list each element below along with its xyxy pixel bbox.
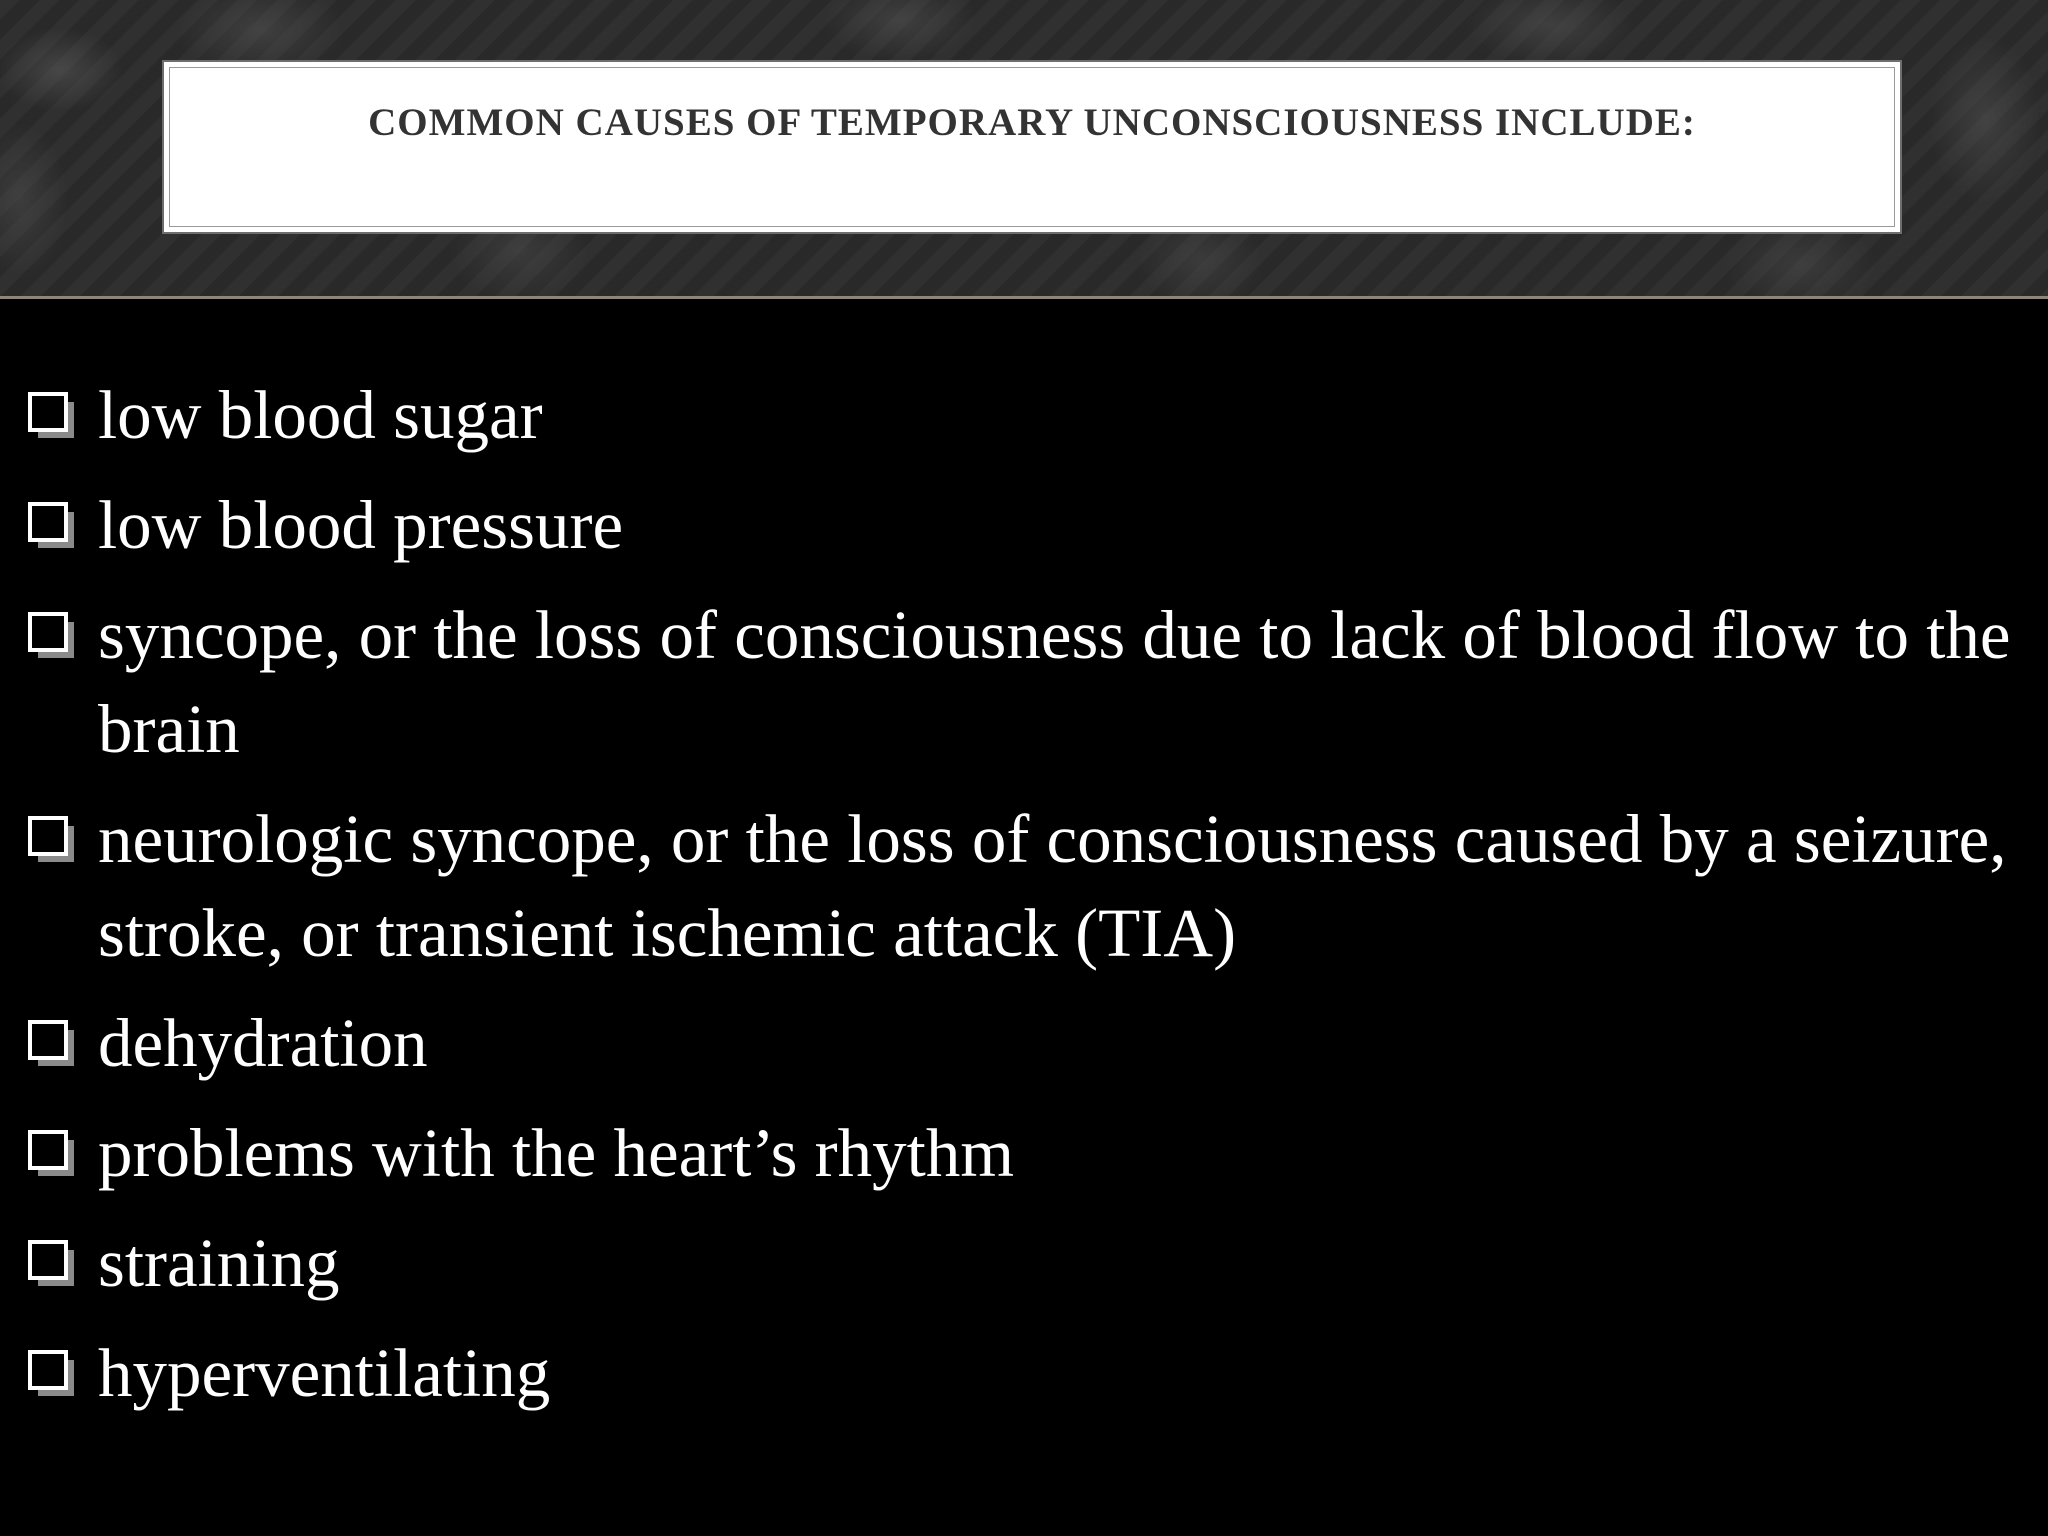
bullet-item	[24, 478, 2014, 572]
bullet-text: straining	[98, 1225, 340, 1301]
bullet-text: hyperventilating	[98, 1335, 551, 1411]
checkbox-square-icon	[28, 1240, 76, 1288]
bullet-item	[24, 1326, 2014, 1420]
bullet-item	[24, 588, 2014, 776]
checkbox-square-icon	[28, 502, 76, 550]
title-box-inner-border	[169, 67, 1895, 227]
checkbox-square-icon	[28, 612, 76, 660]
checkbox-square-icon	[28, 816, 76, 864]
bullet-text: low blood sugar	[98, 377, 543, 453]
banner-divider	[0, 296, 2048, 299]
checkbox-square-icon	[28, 1130, 76, 1178]
slide-title: COMMON CAUSES OF TEMPORARY UNCONSCIOUSNESS INCLUDE:	[368, 101, 1696, 144]
bullet-text: low blood pressure	[98, 487, 624, 563]
bullet-item	[24, 996, 2014, 1090]
checkbox-square-icon	[28, 1350, 76, 1398]
title-box	[162, 60, 1902, 234]
checkbox-square-icon	[28, 392, 76, 440]
bullet-list	[24, 368, 2014, 1436]
bullet-item	[24, 1216, 2014, 1310]
bullet-item	[24, 368, 2014, 462]
bullet-text: problems with the heart’s rhythm	[98, 1115, 1015, 1191]
bullet-text: syncope, or the loss of consciousness due to lack of blood flow to the brain	[98, 597, 2011, 767]
bullet-item	[24, 792, 2014, 980]
bullet-text: neurologic syncope, or the loss of consciousness caused by a seizure, stroke, or transient ischemic attack (TIA)	[98, 801, 2007, 971]
checkbox-square-icon	[28, 1020, 76, 1068]
bullet-text: dehydration	[98, 1005, 428, 1081]
bullet-item	[24, 1106, 2014, 1200]
